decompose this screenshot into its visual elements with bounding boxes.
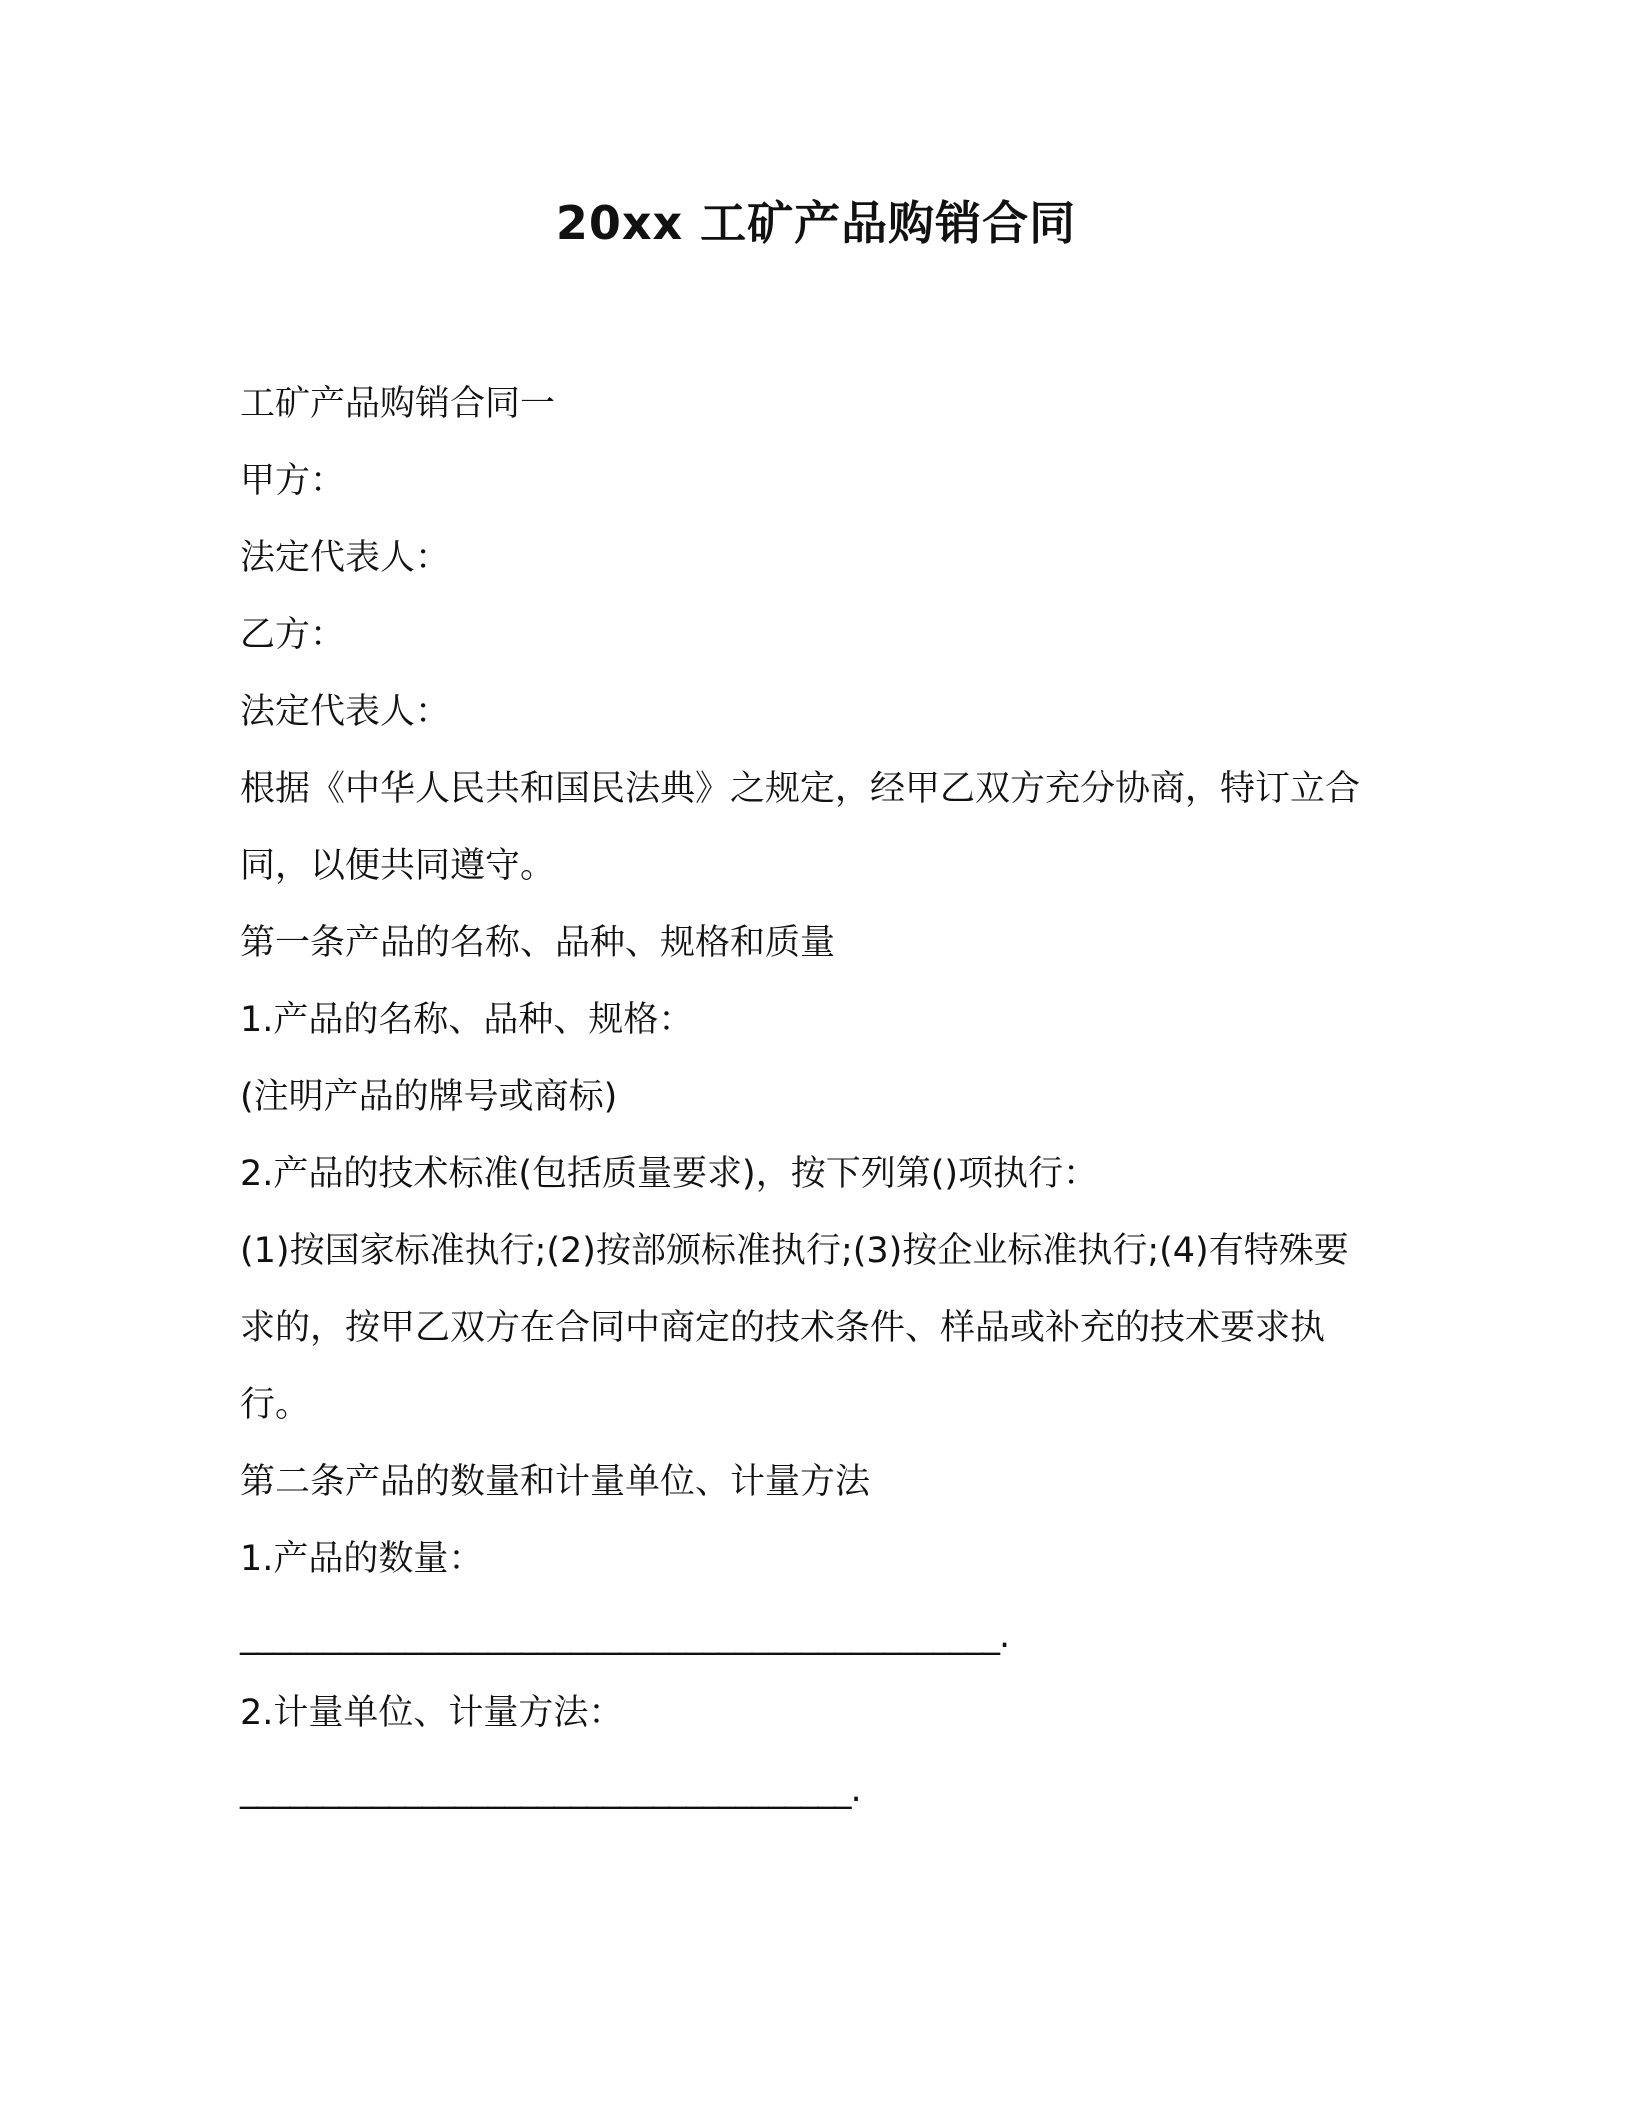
party-a-label: 甲方： <box>240 461 346 501</box>
document-title: 20xx 工矿产品购销合同 <box>555 196 1077 250</box>
article-1-item-1: 1.产品的名称、品种、规格： <box>240 1000 694 1040</box>
article-2-heading: 第二条产品的数量和计量单位、计量方法 <box>240 1462 871 1502</box>
document-body <box>240 366 1360 1829</box>
article-1-heading: 第一条产品的名称、品种、规格和质量 <box>240 923 836 963</box>
article-1-item-2: 2.产品的技术标准(包括质量要求)，按下列第()项执行： <box>240 1154 1099 1194</box>
article-1-standards-paragraph: (1)按国家标准执行;(2)按部颁标准执行;(3)按企业标准执行;(4)有特殊要求的，按甲乙双方在合同中商定的技术条件、样品或补充的技术要求执行。 <box>240 1231 1349 1425</box>
preamble-paragraph: 根据《中华人民共和国民法典》之规定，经甲乙双方充分协商，特订立合同，以便共同遵守。 <box>240 769 1361 886</box>
article-1-note: (注明产品的牌号或商标) <box>240 1077 618 1117</box>
party-b-representative-label: 法定代表人： <box>240 692 451 732</box>
section-heading: 工矿产品购销合同一 <box>240 384 556 424</box>
party-a-representative-label: 法定代表人： <box>240 538 451 578</box>
party-b-label: 乙方： <box>240 615 346 655</box>
unit-method-blank-line: _____________________________________. <box>240 1770 861 1810</box>
article-2-item-1: 1.产品的数量： <box>240 1539 484 1579</box>
quantity-blank-line: ______________________________________________. <box>240 1616 1010 1656</box>
article-2-item-2: 2.计量单位、计量方法： <box>240 1693 624 1733</box>
